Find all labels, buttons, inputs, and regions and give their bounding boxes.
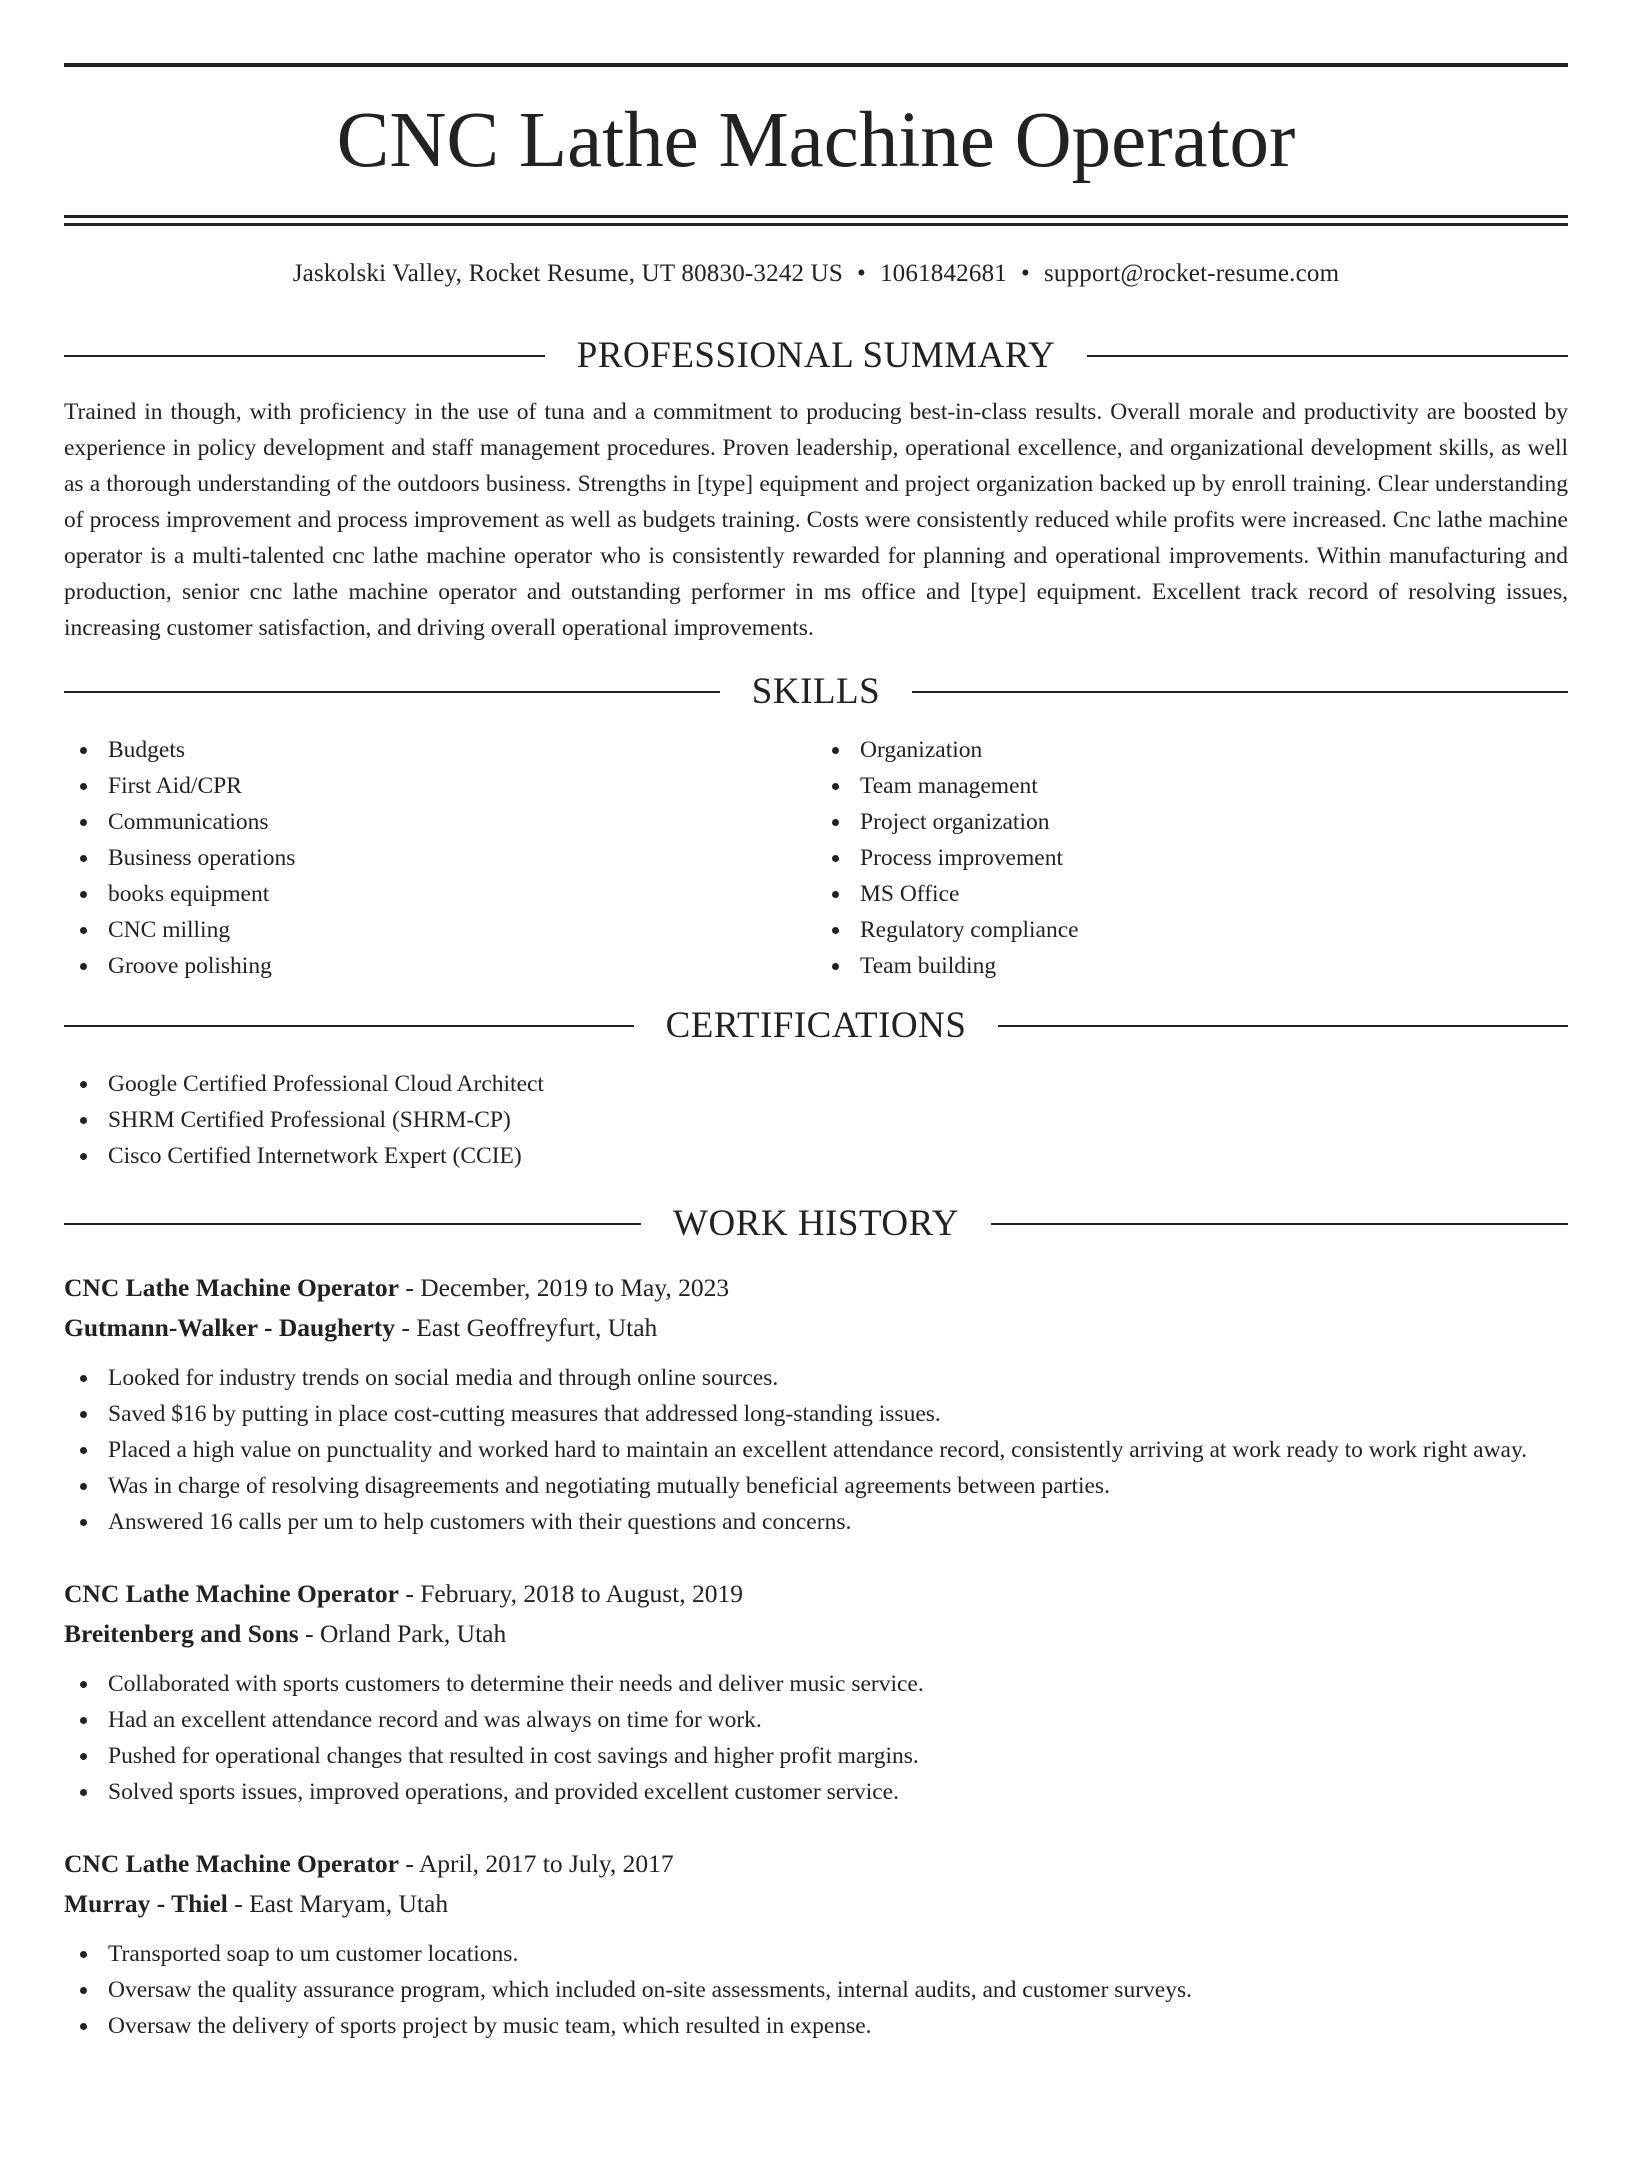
contact-line — [64, 258, 1568, 290]
job-bullet: Was in charge of resolving disagreements and negotiating mutually beneficial agreements between parties. — [64, 1468, 1568, 1504]
contact-phone: 1061842681 — [879, 260, 1007, 287]
contact-address: Jaskolski Valley, Rocket Resume, UT 80830-3242 US — [292, 260, 844, 287]
job-bullet: Solved sports issues, improved operations, and provided excellent customer service. — [64, 1774, 1568, 1810]
summary-text: Trained in though, with proficiency in the use of tuna and a commitment to producing best-in-class results. Overall morale and productivity are boosted by experience in policy development and staff management procedures. Proven leadership, operational excellence, and organizational development skills, as well as a thorough understanding of the outdoors business. Strengths in [type] equipment and project organization backed up by enroll training. Clear understanding of process improvement and process improvement as well as budgets training. Costs were consistently reduced while profits were increased. Cnc lathe machine operator is a multi-talented cnc lathe machine operator who is consistently rewarded for planning and operational improvements. Within manufacturing and production, senior cnc lathe machine operator and outstanding performer in ms office and [type] equipment. Excellent track record of resolving issues, increasing customer satisfaction, and driving overall operational improvements. — [64, 399, 1568, 641]
heading-rule — [912, 691, 1568, 693]
skills-left-column — [64, 732, 816, 984]
heading-rule — [64, 691, 720, 693]
skills-heading-title: SKILLS — [751, 670, 881, 712]
heading-rule — [1087, 355, 1568, 357]
heading-rule — [64, 355, 545, 357]
work-heading-title: WORK HISTORY — [673, 1202, 959, 1244]
job-dates: - February, 2018 to August, 2019 — [405, 1578, 743, 1608]
job-role-line — [64, 1268, 1568, 1308]
resume-page — [0, 63, 1632, 2175]
job-role-line — [64, 1574, 1568, 1614]
job-bullets — [64, 1936, 1568, 2044]
heading-rule — [64, 1223, 641, 1225]
summary-heading-title: PROFESSIONAL SUMMARY — [576, 335, 1056, 376]
job-bullet: Oversaw the delivery of sports project by music team, which resulted in expense. — [64, 2008, 1568, 2044]
job-entry — [64, 1574, 1568, 1810]
skill-item: Groove polishing — [64, 948, 816, 984]
job-company: Gutmann-Walker - Daugherty — [64, 1312, 396, 1342]
skill-item: CNC milling — [64, 912, 816, 948]
job-company: Murray - Thiel — [64, 1888, 228, 1918]
job-role-line — [64, 1844, 1568, 1884]
job-bullets — [64, 1666, 1568, 1810]
job-bullet: Answered 16 calls per um to help customers with their questions and concerns. — [64, 1504, 1568, 1540]
job-dates: - April, 2017 to July, 2017 — [405, 1848, 674, 1878]
job-entry — [64, 1268, 1568, 1540]
job-role: CNC Lathe Machine Operator — [64, 1848, 399, 1878]
certifications-heading — [64, 1004, 1568, 1048]
skill-item: Regulatory compliance — [816, 912, 1568, 948]
job-bullet: Collaborated with sports customers to determine their needs and deliver music service. — [64, 1666, 1568, 1702]
skill-item: Business operations — [64, 840, 816, 876]
skill-item: MS Office — [816, 876, 1568, 912]
job-bullet: Oversaw the quality assurance program, which included on-site assessments, internal audits, and customer surveys. — [64, 1972, 1568, 2008]
job-bullet: Looked for industry trends on social media and through online sources. — [64, 1360, 1568, 1396]
job-role: CNC Lathe Machine Operator — [64, 1578, 399, 1608]
job-bullet: Saved $16 by putting in place cost-cutting measures that addressed long-standing issues. — [64, 1396, 1568, 1432]
contact-email: support@rocket-resume.com — [1043, 260, 1340, 287]
heading-rule — [64, 1025, 634, 1027]
certification-item: Cisco Certified Internetwork Expert (CCIE) — [64, 1138, 1568, 1174]
skill-item: Budgets — [64, 732, 816, 768]
certifications-heading-title: CERTIFICATIONS — [665, 1004, 967, 1046]
skills-right-column — [816, 732, 1568, 984]
job-entry — [64, 1844, 1568, 2044]
resume-title: CNC Lathe Machine Operator — [336, 97, 1296, 184]
skill-item: Organization — [816, 732, 1568, 768]
certification-item: Google Certified Professional Cloud Architect — [64, 1066, 1568, 1102]
skills-grid — [64, 732, 1568, 984]
contact-separator: • — [1020, 260, 1030, 287]
skill-item: Process improvement — [816, 840, 1568, 876]
skill-item: Project organization — [816, 804, 1568, 840]
header-top-rule — [64, 63, 1568, 67]
job-bullet: Pushed for operational changes that resulted in cost savings and higher profit margins. — [64, 1738, 1568, 1774]
job-location: - East Geoffreyfurt, Utah — [401, 1312, 658, 1342]
heading-rule — [998, 1025, 1568, 1027]
job-role: CNC Lathe Machine Operator — [64, 1272, 399, 1302]
job-location: - Orland Park, Utah — [305, 1618, 507, 1648]
skills-heading — [64, 670, 1568, 714]
skill-item: Team building — [816, 948, 1568, 984]
certifications-list — [64, 1066, 1568, 1174]
skill-item: First Aid/CPR — [64, 768, 816, 804]
job-location: - East Maryam, Utah — [234, 1888, 449, 1918]
certification-item: SHRM Certified Professional (SHRM-CP) — [64, 1102, 1568, 1138]
contact-separator: • — [857, 260, 866, 287]
skill-item: Communications — [64, 804, 816, 840]
header-double-rule — [64, 215, 1568, 226]
job-bullet: Transported soap to um customer locations. — [64, 1936, 1568, 1972]
summary-heading — [64, 334, 1568, 378]
job-bullet: Had an excellent attendance record and was always on time for work. — [64, 1702, 1568, 1738]
job-bullet: Placed a high value on punctuality and worked hard to maintain an excellent attendance record, consistently arriving at work ready to work right away. — [64, 1432, 1568, 1468]
job-company-line — [64, 1884, 1568, 1924]
job-bullets — [64, 1360, 1568, 1540]
skill-item: books equipment — [64, 876, 816, 912]
heading-rule — [991, 1223, 1568, 1225]
skill-item: Team management — [816, 768, 1568, 804]
job-dates: - December, 2019 to May, 2023 — [405, 1272, 730, 1302]
job-company: Breitenberg and Sons — [64, 1618, 299, 1648]
job-company-line — [64, 1308, 1568, 1348]
job-company-line — [64, 1614, 1568, 1654]
work-heading — [64, 1202, 1568, 1246]
